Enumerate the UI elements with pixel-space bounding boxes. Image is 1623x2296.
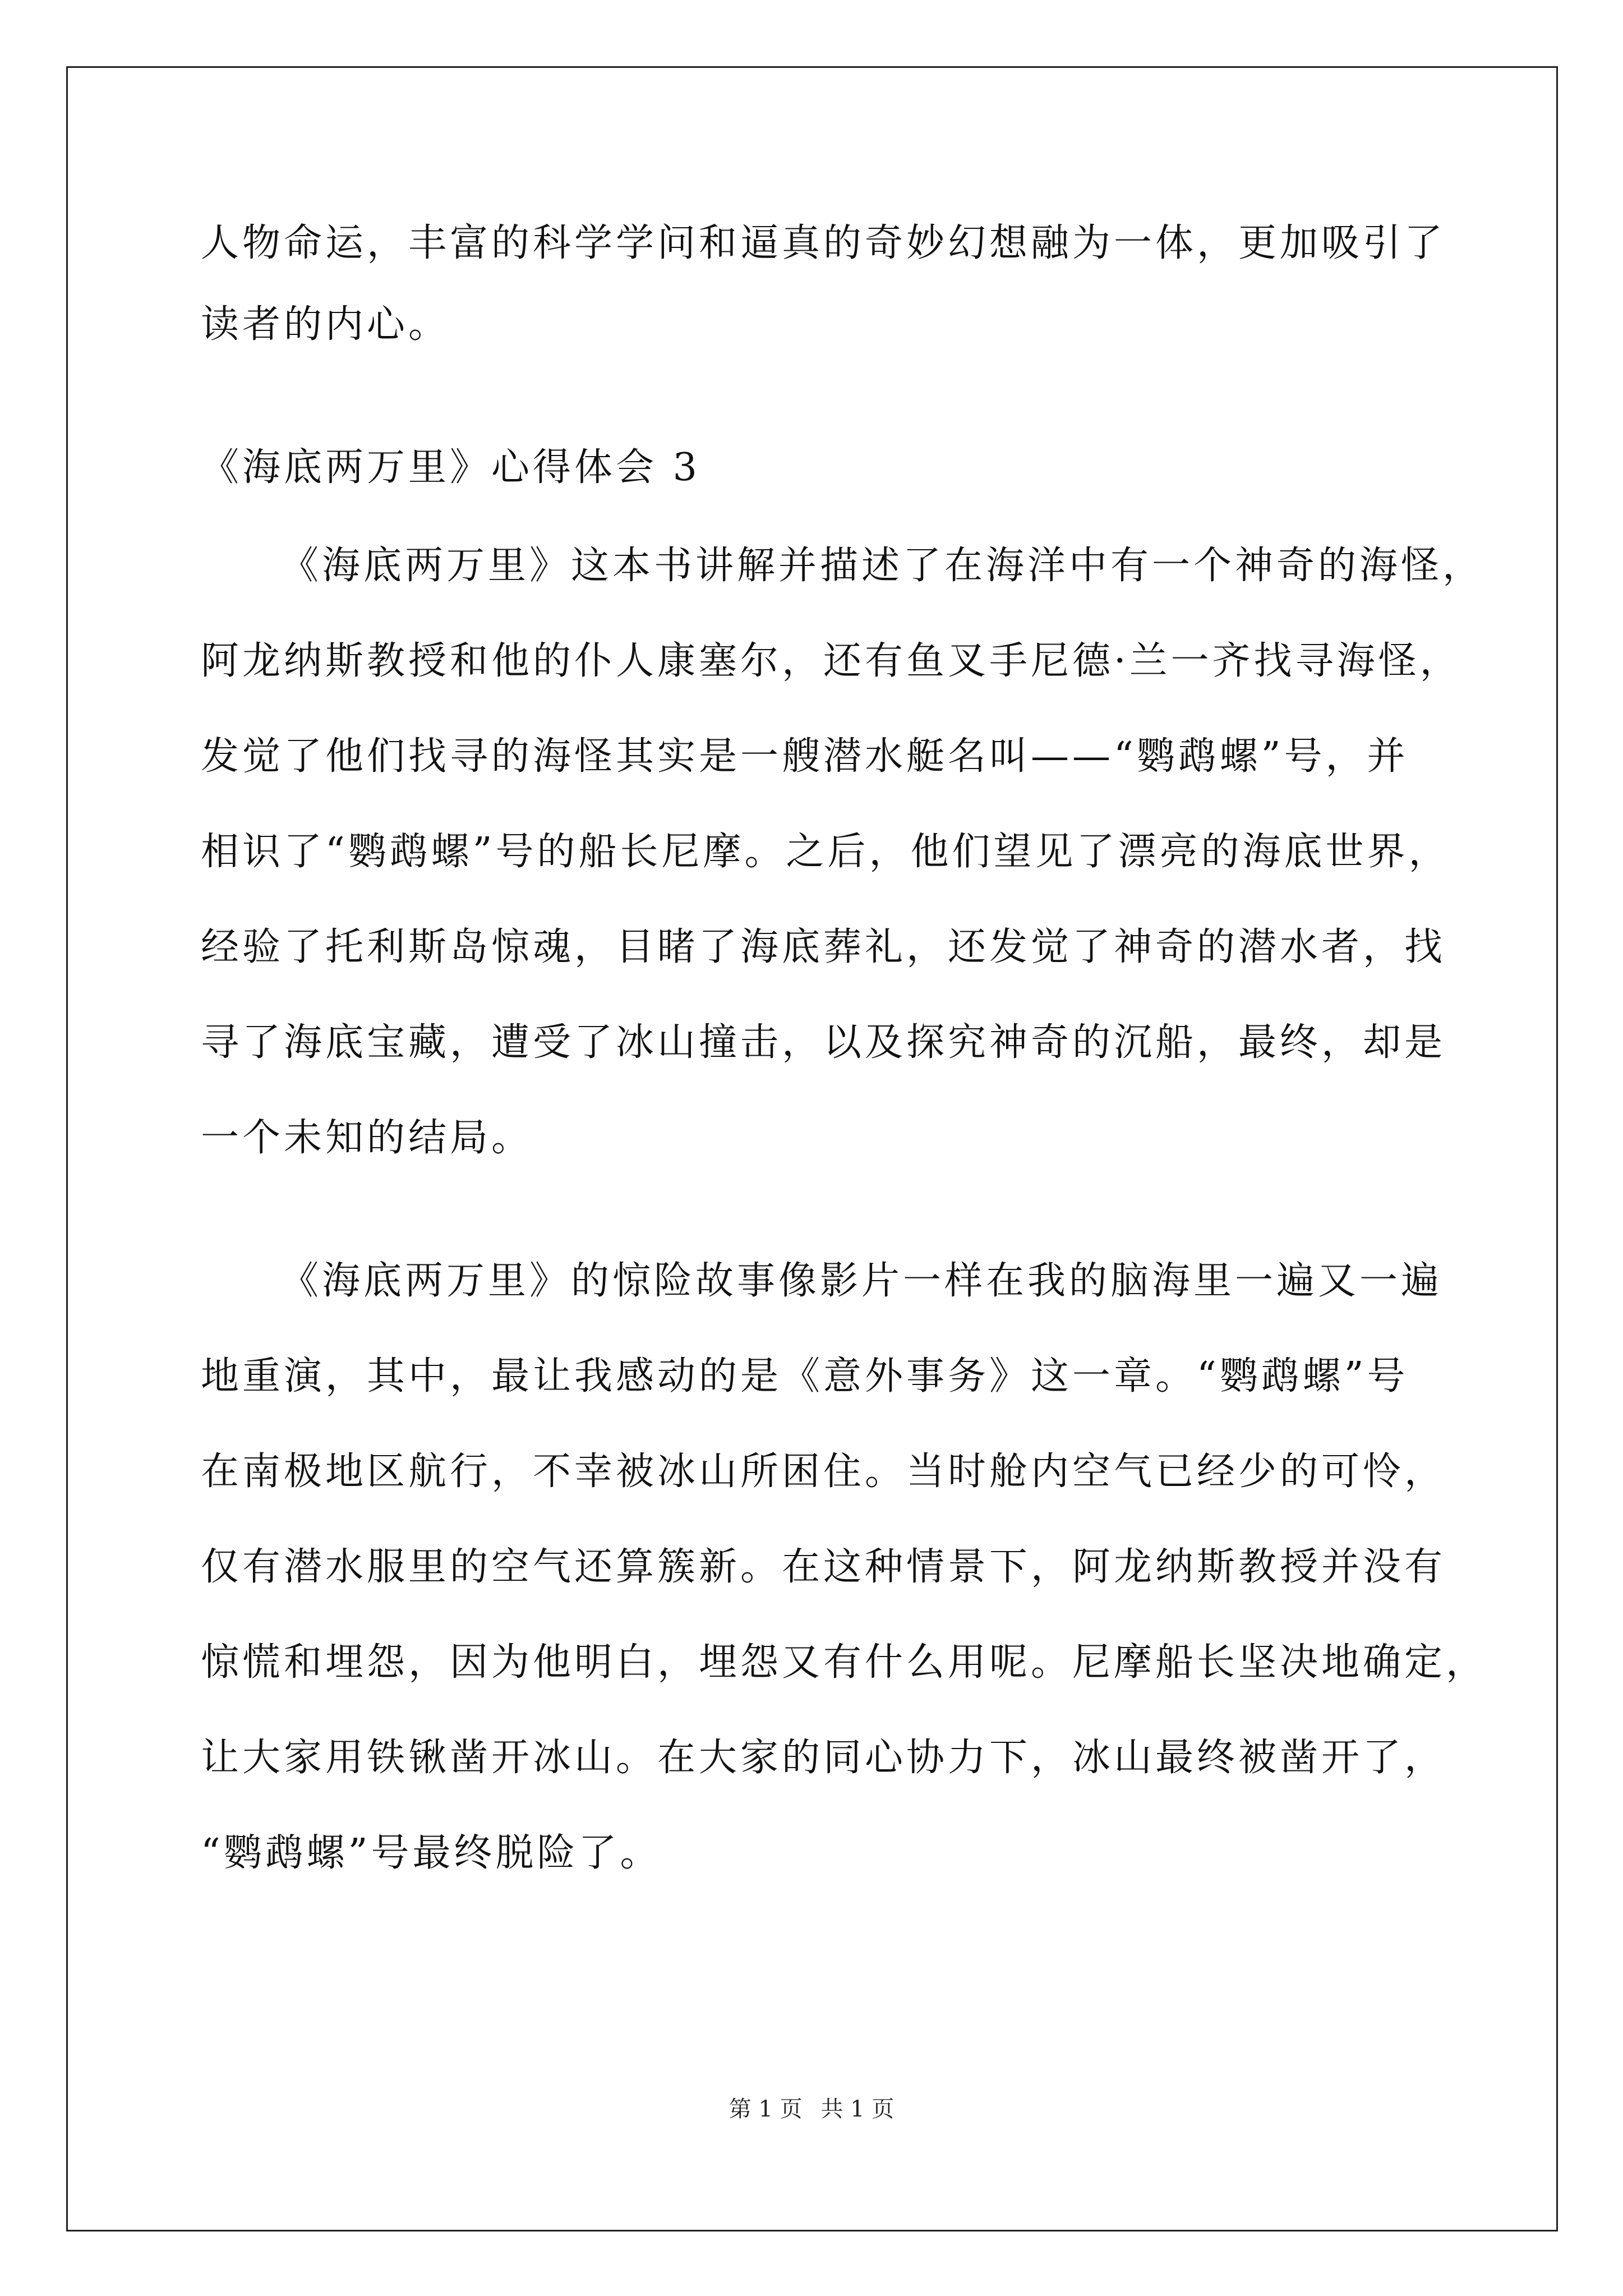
paragraph-line: 经验了托利斯岛惊魂，目睹了海底葬礼，还发觉了神奇的潜水者，找 <box>201 925 1446 969</box>
section-heading: 《海底两万里》心得体会 3 <box>201 445 700 490</box>
paragraph-line: 仅有潜水服里的空气还算簇新。在这种情景下，阿龙纳斯教授并没有 <box>201 1545 1446 1589</box>
paragraph-line: 相识了“鹦鹉螺”号的船长尼摩。之后，他们望见了漂亮的海底世界， <box>201 830 1450 874</box>
paragraph-line: 一个未知的结局。 <box>201 1116 533 1160</box>
paragraph-line: 人物命运，丰富的科学学问和逼真的奇妙幻想融为一体，更加吸引了 <box>201 221 1446 265</box>
page-total: 共 1 页 <box>820 2096 895 2122</box>
paragraph-line: 让大家用铁锹凿开冰山。在大家的同心协力下，冰山最终被凿开了， <box>201 1736 1446 1780</box>
paragraph-line: 地重演，其中，最让我感动的是《意外事务》这一章。“鹦鹉螺”号 <box>201 1354 1409 1398</box>
page-number: 第 1 页 <box>728 2096 803 2122</box>
paragraph-line: 《海底两万里》这本书讲解并描述了在海洋中有一个神奇的海怪， <box>280 544 1484 588</box>
paragraph-line: 寻了海底宝藏，遭受了冰山撞击，以及探究神奇的沉船，最终，却是 <box>201 1020 1446 1065</box>
paragraph-line: 在南极地区航行，不幸被冰山所困住。当时舱内空气已经少的可怜， <box>201 1450 1446 1494</box>
paragraph-line: 惊慌和埋怨，因为他明白，埋怨又有什么用呢。尼摩船长坚决地确定， <box>201 1640 1488 1685</box>
paragraph-line: 阿龙纳斯教授和他的仆人康塞尔，还有鱼叉手尼德·兰一齐找寻海怪， <box>201 639 1461 683</box>
paragraph-line: “鹦鹉螺”号最终脱险了。 <box>201 1831 662 1875</box>
paragraph-line: 读者的内心。 <box>201 302 450 347</box>
paragraph-line: 《海底两万里》的惊险故事像影片一样在我的脑海里一遍又一遍 <box>280 1259 1443 1303</box>
paragraph-line: 发觉了他们找寻的海怪其实是一艘潜水艇名叫——“鹦鹉螺”号，并 <box>201 734 1409 779</box>
page-footer <box>0 2098 1623 2120</box>
